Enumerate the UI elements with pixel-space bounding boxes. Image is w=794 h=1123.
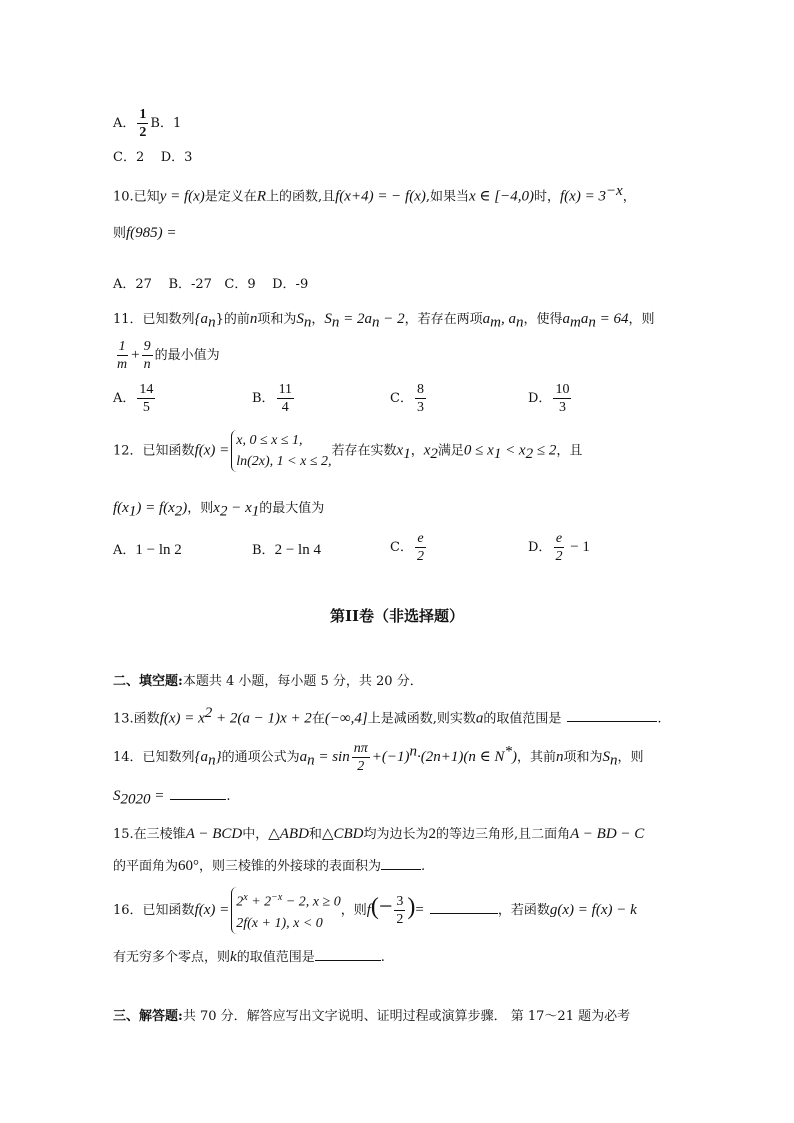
q11-formula: a (580, 311, 589, 327)
q11-frac-1-den: m (117, 357, 128, 372)
q11-text: ， (311, 312, 325, 327)
q14-frac (352, 740, 370, 775)
q15-number: 15 (113, 827, 130, 842)
q12-line2 (113, 497, 324, 521)
q12-formula: f(x) = (194, 442, 230, 459)
q16-formula: f (366, 901, 371, 918)
q14-frac-den: 2 (357, 759, 365, 774)
q12-option-d-label: D． (528, 540, 552, 555)
q14-text: ，其前 (516, 750, 556, 765)
q11-formula: S (324, 311, 332, 327)
q14-formula: S (602, 749, 610, 765)
q13-answer-blank[interactable] (567, 709, 657, 722)
q11-sub: m (570, 314, 581, 331)
q9-option-a-num: 1 (139, 107, 147, 122)
q15-formula: 2 (428, 826, 436, 842)
q11-frac-2-den: n (143, 357, 151, 372)
q12-sub: 2 (525, 446, 534, 463)
q10-option-c: C．9 (224, 277, 256, 292)
q12-sub: 1 (493, 446, 502, 463)
q12-option-b-value: 2 − ln 4 (274, 542, 321, 558)
q14-number: 14 (113, 750, 130, 765)
q13-stem (113, 705, 662, 727)
q12-text: ，则 (187, 501, 214, 516)
q11-option-b-den: 4 (281, 400, 289, 415)
q14-formula: +(−1) (371, 749, 410, 765)
q11-option-d-num: 10 (555, 382, 570, 397)
q16-line2 (113, 946, 385, 966)
q11-frac-1 (115, 338, 129, 373)
q11-option-c-den: 3 (416, 400, 424, 415)
q12-option-c (390, 530, 428, 565)
q10-options (113, 273, 308, 292)
q10-formula: x ∈ [−4,0) (469, 188, 534, 205)
q11-sub: n (515, 314, 524, 331)
q13-formula: + 2(a − 1)x + 2 (212, 710, 312, 727)
q11-sub: n (208, 314, 216, 331)
q13-formula: (−∞,4] (324, 710, 368, 727)
q11-option-a (113, 381, 157, 416)
q11-option-a-num: 14 (139, 382, 154, 397)
q14-frac-num: nπ (353, 741, 368, 756)
q13-formula: f(x) = x (159, 710, 205, 727)
q11-formula: − 2 (379, 311, 405, 327)
q12-formula: 0 ≤ x (463, 442, 494, 459)
q15-text: 的平面角为 (113, 859, 179, 874)
q11-text: ，则 (628, 312, 655, 327)
q11-text: 项和为 (257, 312, 297, 327)
q11-sub: n (303, 314, 312, 331)
q12-option-d (528, 530, 590, 565)
q12-formula: x (213, 500, 220, 516)
q14-formula: } (215, 749, 222, 765)
q16-formula: k (230, 949, 237, 965)
q11-plus: + (131, 347, 140, 363)
q15-answer-blank[interactable] (381, 857, 421, 870)
q12-text: 满足 (437, 443, 464, 459)
q15-formula: 60° (178, 858, 200, 874)
q11-formula: a (482, 311, 491, 327)
q12-sub: 1 (128, 503, 137, 520)
q14-formula: ) (511, 749, 517, 765)
q16-text: ，则 (340, 902, 367, 918)
q11-frac-2-num: 9 (143, 339, 151, 354)
q12-formula: ) (182, 500, 188, 516)
q12-formula: f(x (113, 500, 129, 516)
q12-formula: − x (227, 500, 252, 516)
q10-option-d: D．-9 (272, 277, 309, 292)
q13-text: 的取值范围是 (483, 711, 562, 727)
q11-option-d-frac (553, 381, 571, 416)
q16-case-1-exp: x (243, 892, 248, 903)
q12-text: 若存在实数 (331, 443, 397, 459)
q14-text: ．已知数列 (129, 750, 195, 765)
q13-text: . (657, 711, 662, 727)
q11-option-d-label: D． (528, 391, 552, 406)
q11-option-c (390, 381, 428, 416)
q13-formula: a (475, 710, 484, 727)
q11-option-c-num: 8 (416, 382, 424, 397)
q15-text: 中， (242, 827, 269, 842)
q10-formula: y = f(x) (159, 188, 205, 205)
part2-heading (113, 670, 423, 689)
q15-formula: A − BCD (185, 826, 243, 842)
q11-formula: {a (194, 311, 209, 327)
q12-case-2: ln(2x), 1 < x ≤ 2, (236, 454, 332, 469)
q11-option-a-frac (137, 381, 155, 416)
q11-sub: m (490, 314, 501, 331)
q16-paren-open: (− (370, 893, 393, 920)
q12-stem (113, 430, 582, 472)
q11-option-c-label: C． (390, 391, 413, 406)
q14-formula: = (150, 788, 165, 804)
q14-formula: {a (194, 749, 209, 765)
q14-sub: n (609, 752, 618, 769)
q15-text: 均为边长为 (363, 827, 429, 842)
q9-option-a-label: A． (113, 116, 136, 131)
q11-text: ，若存在两项 (404, 312, 483, 327)
q14-exponent: * (504, 743, 512, 760)
q9-option-a-den: 2 (139, 125, 147, 140)
q15-text: .在三棱锥 (129, 827, 186, 842)
q12-sub: 1 (251, 503, 260, 520)
q16-text: . (380, 950, 385, 965)
q14-text: 的通项公式为 (221, 750, 300, 765)
q11-frac-1-num: 1 (118, 339, 126, 354)
q11-text: }的前 (215, 312, 250, 327)
q12-option-d-num: e (555, 531, 563, 546)
q10-text: 时， (533, 189, 560, 205)
q14-text: 项和为 (563, 750, 603, 765)
q9-option-d: D．3 (160, 150, 193, 165)
q14-text: . (226, 789, 231, 804)
q16-formula: = (415, 901, 424, 918)
q12-option-b-label: B． (252, 543, 275, 558)
q12-option-b (252, 539, 321, 559)
q14-sub: 2020 (120, 791, 151, 808)
q10-text: ,如果当 (425, 189, 470, 205)
q13-number: 13 (113, 711, 130, 727)
q15-formula: A − BD − C (570, 826, 645, 842)
q15-line2 (113, 855, 425, 875)
q16-case-1-part: 2 (236, 894, 244, 910)
q11-sub: n (588, 314, 596, 331)
q16-answer-blank-1[interactable] (430, 901, 498, 914)
q12-piecewise (231, 430, 331, 472)
q16-case-1 (236, 887, 340, 913)
q12-formula: ≤ 2 (533, 442, 557, 459)
q16-stem (113, 887, 637, 934)
q14-stem (113, 740, 643, 775)
q16-case-2: 2f(x + 1), x < 0 (236, 915, 323, 931)
q16-formula: g(x) = f(x) − k (549, 901, 637, 918)
q13-text: .函数 (129, 711, 160, 727)
q11-text: ．已知数列 (129, 312, 195, 327)
q15-stem (113, 823, 644, 843)
q9-options-cd (113, 146, 192, 165)
q13-text: 上是减函数,则实数 (367, 711, 476, 727)
q12-option-c-den: 2 (416, 549, 424, 564)
q10-stem (113, 183, 636, 205)
q9-option-b: B．1 (150, 116, 182, 131)
q11-formula: = 64 (595, 311, 629, 327)
q10-text: 上的函数,且 (265, 189, 336, 205)
q12-sub: 1 (403, 446, 411, 463)
q10-option-a: A．27 (113, 277, 152, 292)
q12-sub: 2 (219, 503, 228, 520)
q13-exponent: 2 (204, 705, 213, 721)
q10-formula: f(985) = (126, 225, 177, 241)
q12-option-c-label: C． (390, 540, 413, 555)
q11-sub: n (331, 314, 340, 331)
q10-option-b: B．-27 (168, 277, 212, 292)
q11-stem (113, 308, 654, 332)
part2-heading-label: 二、填空题: (113, 674, 183, 689)
q12-number: 12 (113, 443, 130, 459)
q12-text: ， (410, 443, 424, 459)
q11-formula: S (296, 311, 304, 327)
q11-option-d-den: 3 (558, 400, 566, 415)
q16-frac-num: 3 (396, 893, 404, 909)
q16-text: ．已知函数 (129, 902, 195, 918)
q12-sub: 2 (174, 503, 183, 520)
q10-formula: f(x) = 3 (560, 188, 606, 205)
q10-text: ， (622, 189, 636, 205)
q12-formula: ) = f(x (136, 500, 175, 516)
part3-heading-text: 共 70 分．解答应写出文字说明、证明过程或演算步骤． 第 17～21 题为必考 (182, 1009, 631, 1024)
q12-sub: 2 (430, 446, 438, 463)
q14-formula: ·(2n+1)(n ∈ N (416, 749, 505, 765)
q16-case-1-exp: −x (271, 892, 283, 903)
q11-text: ，使得 (523, 312, 563, 327)
q16-frac (394, 893, 405, 928)
q12-option-d-frac (553, 530, 564, 565)
q12-option-c-num: e (417, 531, 424, 546)
q12-option-a-value: 1 − ln 2 (135, 542, 182, 558)
q12-case-1: x, 0 ≤ x ≤ 1, (236, 433, 303, 448)
q16-piecewise (231, 887, 340, 934)
q11-option-c-frac (415, 381, 426, 416)
q16-formula: f(x) = (194, 901, 230, 918)
q11-frac-2 (142, 338, 153, 373)
q11-option-b-num: 11 (278, 382, 293, 397)
q12-option-a (113, 539, 182, 559)
q15-text: ，则三棱锥的外接球的表面积为 (199, 859, 382, 874)
q11-option-a-label: A． (113, 391, 136, 406)
q10-formula: R (256, 188, 266, 205)
q16-text: ，若函数 (497, 902, 550, 918)
q12-text: 的最大值为 (259, 501, 325, 516)
q16-text: 的取值范围是 (236, 950, 315, 965)
q16-case-1-part: − 2, x ≥ 0 (282, 894, 341, 910)
q10-exponent: −x (605, 183, 623, 199)
q15-formula: △CBD (321, 826, 364, 842)
q16-frac-den: 2 (396, 911, 404, 927)
q11-option-b-frac (277, 381, 294, 416)
part3-heading-label: 三、解答题: (113, 1009, 183, 1024)
section-title: 第II卷（非选择题） (329, 607, 465, 625)
q16-number: 16 (113, 902, 130, 918)
q14-formula: n (555, 749, 564, 765)
q11-option-d (528, 381, 573, 416)
q12-formula: x (423, 442, 431, 459)
q15-text: . (421, 859, 426, 874)
q12-option-a-label: A． (113, 543, 136, 558)
q10-text: 则 (113, 226, 127, 241)
q12-formula: < x (501, 442, 526, 459)
q11-sub: n (372, 314, 380, 331)
q12-option-d-tail: − 1 (566, 539, 590, 555)
part3-heading (113, 1005, 630, 1024)
q12-option-c-frac (415, 530, 426, 565)
q16-paren-close: ) (407, 893, 416, 920)
q13-text: 在 (311, 711, 325, 727)
q15-text: 的等边三角形,且二面角 (436, 827, 571, 842)
q10-number: 10 (113, 189, 130, 205)
q11-option-a-den: 5 (142, 400, 150, 415)
q9-options-ab (113, 106, 181, 141)
q14-exponent: n (409, 743, 417, 760)
q10-text: 是定义在 (204, 189, 257, 205)
q16-answer-blank-2[interactable] (315, 948, 381, 961)
part2-heading-text: 本题共 4 小题，每小题 5 分，共 20 分． (182, 674, 423, 689)
q14-answer-blank[interactable] (170, 787, 226, 800)
q15-formula: △ABD (268, 826, 309, 842)
q14-sub: n (307, 752, 315, 769)
q11-line2 (113, 338, 220, 373)
q14-formula: a (299, 749, 308, 765)
q14-line2 (113, 787, 231, 809)
q11-formula: n (249, 311, 258, 327)
q9-option-a-fraction (137, 106, 148, 141)
q11-formula: , a (500, 311, 516, 327)
q11-option-b-label: B． (252, 391, 275, 406)
q14-sub: n (208, 752, 216, 769)
q12-option-d-den: 2 (555, 549, 563, 564)
q11-text: 的最小值为 (154, 348, 220, 363)
q14-text: ，则 (617, 750, 644, 765)
q12-formula: x (396, 442, 404, 459)
q11-formula: = 2a (339, 311, 372, 327)
q10-line2 (113, 222, 177, 242)
q12-text: ．已知函数 (129, 443, 195, 459)
q11-formula: a (562, 311, 570, 327)
q12-text: ，且 (556, 443, 583, 459)
q16-case-1-part: + 2 (247, 894, 272, 910)
q11-number: 11 (113, 312, 130, 327)
q14-formula: S (113, 788, 121, 804)
q10-formula: f(x+4) = − f(x) (335, 188, 426, 205)
q11-option-b (252, 381, 296, 416)
q14-formula: = sin (314, 749, 350, 765)
q10-text: .已知 (129, 189, 160, 205)
q15-text: 和 (308, 827, 322, 842)
q9-option-c: C．2 (113, 150, 145, 165)
q16-text: 有无穷多个零点，则 (113, 950, 231, 965)
